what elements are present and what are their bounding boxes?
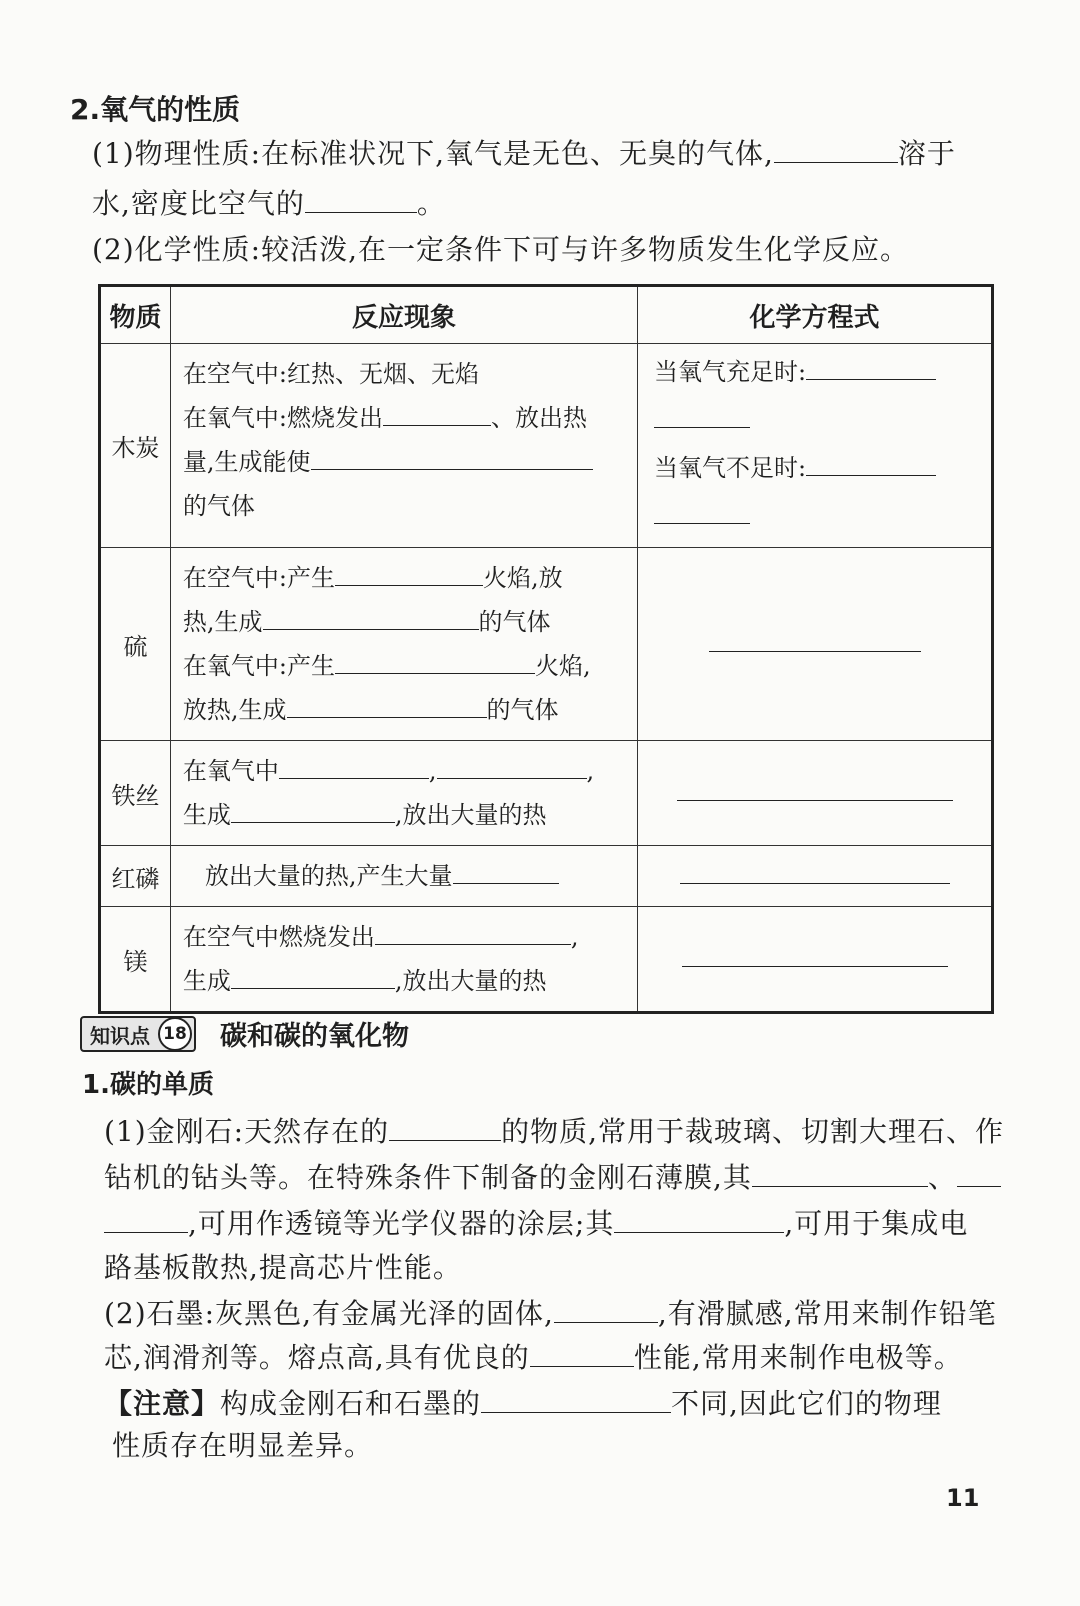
phenomenon-magnesium bbox=[170, 907, 637, 1013]
table-row-charcoal bbox=[100, 344, 993, 548]
text: (1)物理性质:在标准状况下,氧气是无色、无臭的气体, bbox=[92, 137, 774, 170]
answer-blank[interactable] bbox=[335, 645, 535, 674]
section-heading-oxygen-properties: 2.氧气的性质 bbox=[70, 93, 241, 126]
page-number: 11 bbox=[946, 1484, 980, 1512]
badge-number: 18 bbox=[158, 1017, 192, 1051]
text: 芯,润滑剂等。熔点高,具有优良的 bbox=[104, 1341, 530, 1374]
answer-blank[interactable] bbox=[774, 134, 898, 163]
answer-blank[interactable] bbox=[311, 441, 593, 470]
answer-blank[interactable] bbox=[263, 601, 479, 630]
table-header-row bbox=[100, 286, 993, 344]
answer-blank[interactable] bbox=[680, 855, 950, 884]
text: 在空气中:红热、无烟、无焰 bbox=[182, 360, 479, 388]
text: 。 bbox=[416, 187, 446, 220]
text: 钻机的钻头等。在特殊条件下制备的金刚石薄膜,其 bbox=[104, 1161, 752, 1194]
substance-magnesium: 镁 bbox=[100, 907, 171, 1013]
text: 不同,因此它们的物理 bbox=[671, 1387, 942, 1420]
equation-iron bbox=[638, 741, 993, 846]
answer-blank[interactable] bbox=[752, 1158, 928, 1187]
text: 水,密度比空气的 bbox=[92, 187, 305, 220]
substance-phosphorus: 红磷 bbox=[100, 846, 171, 907]
text: 热,生成 bbox=[182, 608, 263, 636]
text: 的气体 bbox=[182, 492, 255, 520]
answer-blank[interactable] bbox=[481, 1384, 671, 1413]
answer-blank[interactable] bbox=[383, 397, 491, 426]
text: 的物质,常用于裁玻璃、切割大理石、作 bbox=[501, 1115, 1005, 1148]
table-row-iron bbox=[100, 741, 993, 846]
equation-sulfur bbox=[638, 548, 993, 741]
physical-property-line-1 bbox=[92, 134, 956, 174]
diamond-line-3 bbox=[104, 1204, 968, 1244]
phenomenon-phosphorus bbox=[170, 846, 637, 907]
text: , bbox=[586, 757, 595, 785]
diamond-line-4: 路基板散热,提高芯片性能。 bbox=[104, 1251, 462, 1284]
subheading-carbon-elements: 1.碳的单质 bbox=[82, 1070, 214, 1100]
note-line-2: 性质存在明显差异。 bbox=[112, 1429, 374, 1462]
text: , bbox=[570, 923, 579, 951]
text: (1)金刚石:天然存在的 bbox=[104, 1115, 390, 1148]
answer-blank[interactable] bbox=[287, 689, 487, 718]
phenomenon-charcoal bbox=[170, 344, 637, 548]
answer-blank[interactable] bbox=[654, 495, 750, 524]
badge-label: 知识点 bbox=[90, 1023, 150, 1048]
answer-blank[interactable] bbox=[654, 399, 750, 428]
text: 性能,常用来制作电极等。 bbox=[633, 1341, 963, 1374]
text: 生成 bbox=[182, 967, 231, 995]
text: 当氧气不足时: bbox=[654, 454, 807, 482]
answer-blank[interactable] bbox=[231, 794, 395, 823]
reaction-table bbox=[98, 284, 994, 1014]
table-row-magnesium bbox=[100, 907, 993, 1013]
answer-blank[interactable] bbox=[305, 184, 417, 213]
text: 当氧气充足时: bbox=[654, 358, 807, 386]
knowledge-point-badge bbox=[80, 1016, 196, 1052]
text: 量,生成能使 bbox=[182, 448, 311, 476]
text: ,放出大量的热 bbox=[394, 967, 547, 995]
answer-blank[interactable] bbox=[530, 1338, 634, 1367]
physical-property-line-2 bbox=[92, 184, 446, 224]
diamond-line-2 bbox=[104, 1158, 1001, 1198]
answer-blank[interactable] bbox=[389, 1112, 501, 1141]
text: , bbox=[428, 757, 437, 785]
answer-blank[interactable] bbox=[279, 750, 429, 779]
substance-sulfur: 硫 bbox=[100, 548, 171, 741]
section-title-carbon: 碳和碳的氧化物 bbox=[220, 1021, 409, 1052]
answer-blank[interactable] bbox=[231, 960, 395, 989]
answer-blank[interactable] bbox=[806, 351, 936, 380]
text: 构成金刚石和石墨的 bbox=[220, 1387, 482, 1420]
graphite-line-2 bbox=[104, 1338, 963, 1378]
text: 溶于 bbox=[897, 137, 956, 170]
text: 、放出热 bbox=[490, 404, 587, 432]
text: 在氧气中:燃烧发出 bbox=[182, 404, 383, 432]
answer-blank[interactable] bbox=[806, 447, 936, 476]
header-phenomenon: 反应现象 bbox=[170, 286, 637, 344]
phenomenon-iron bbox=[170, 741, 637, 846]
text: 火焰,放 bbox=[482, 564, 563, 592]
answer-blank[interactable] bbox=[614, 1204, 784, 1233]
answer-blank[interactable] bbox=[554, 1294, 658, 1323]
text: 生成 bbox=[182, 801, 231, 829]
answer-blank[interactable] bbox=[709, 623, 921, 652]
answer-blank[interactable] bbox=[375, 916, 571, 945]
text: ,放出大量的热 bbox=[394, 801, 547, 829]
text: 在空气中燃烧发出 bbox=[182, 923, 375, 951]
table-row-phosphorus bbox=[100, 846, 993, 907]
table-row-sulfur bbox=[100, 548, 993, 741]
note-label: 【注意】 bbox=[104, 1387, 221, 1420]
answer-blank[interactable] bbox=[437, 750, 587, 779]
text: 放出大量的热,产生大量 bbox=[204, 862, 453, 890]
text: 的气体 bbox=[478, 608, 551, 636]
text: 的气体 bbox=[486, 696, 559, 724]
text: ,可用作透镜等光学仪器的涂层;其 bbox=[188, 1207, 615, 1240]
text: 在空气中:产生 bbox=[182, 564, 335, 592]
answer-blank[interactable] bbox=[104, 1204, 188, 1233]
equation-magnesium bbox=[638, 907, 993, 1013]
text: (2)石墨:灰黑色,有金属光泽的固体, bbox=[104, 1297, 554, 1330]
text: 火焰, bbox=[534, 652, 591, 680]
text: 、 bbox=[927, 1161, 957, 1194]
answer-blank[interactable] bbox=[335, 557, 483, 586]
substance-charcoal: 木炭 bbox=[100, 344, 171, 548]
text: 在氧气中:产生 bbox=[182, 652, 335, 680]
answer-blank[interactable] bbox=[453, 855, 559, 884]
note-line-1 bbox=[104, 1384, 942, 1424]
text: ,有滑腻感,常用来制作铅笔 bbox=[657, 1297, 997, 1330]
answer-blank[interactable] bbox=[682, 938, 948, 967]
diamond-line-1 bbox=[104, 1112, 1004, 1152]
graphite-line-1 bbox=[104, 1294, 997, 1334]
header-substance: 物质 bbox=[100, 286, 171, 344]
text: ,可用于集成电 bbox=[784, 1207, 969, 1240]
text: 放热,生成 bbox=[182, 696, 287, 724]
equation-charcoal bbox=[638, 344, 993, 548]
substance-iron: 铁丝 bbox=[100, 741, 171, 846]
answer-blank[interactable] bbox=[677, 772, 953, 801]
header-equation: 化学方程式 bbox=[638, 286, 993, 344]
phenomenon-sulfur bbox=[170, 548, 637, 741]
equation-phosphorus bbox=[638, 846, 993, 907]
chemical-property-line: (2)化学性质:较活泼,在一定条件下可与许多物质发生化学反应。 bbox=[92, 233, 909, 266]
answer-blank[interactable] bbox=[957, 1158, 1001, 1187]
text: 在氧气中 bbox=[182, 757, 279, 785]
